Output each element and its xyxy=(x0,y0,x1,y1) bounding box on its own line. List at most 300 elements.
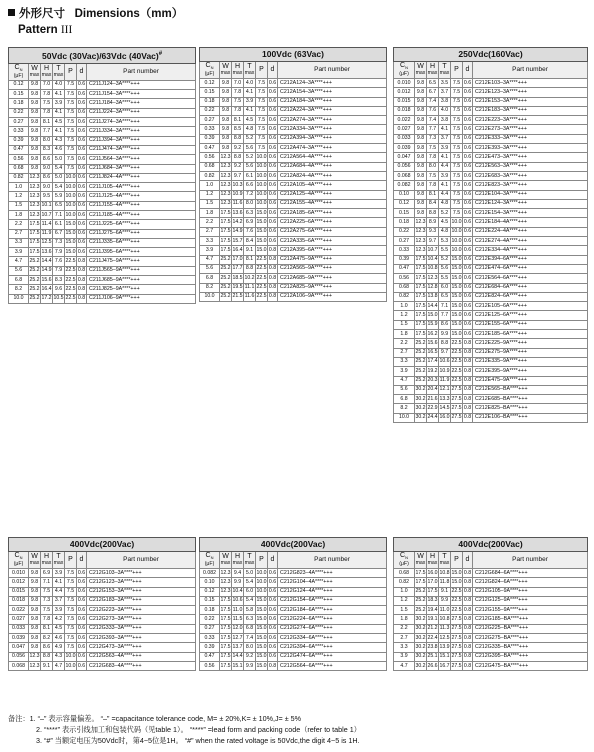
cell-h: 12.0 xyxy=(232,624,244,633)
cell-part-number: C211J475–9A****+++ xyxy=(87,257,196,266)
cell-p: 10.0 xyxy=(65,652,77,661)
cell-p: 22.5 xyxy=(256,292,268,301)
cell-d: 0.8 xyxy=(268,292,278,301)
cell-part-number: C212A335–6A****+++ xyxy=(278,237,387,246)
col-t-letter: T xyxy=(56,64,61,72)
col-h-max: max xyxy=(41,71,52,78)
cell-w: 17.5 xyxy=(415,274,427,283)
cell-part-number: C212G394–6A****+++ xyxy=(278,643,387,652)
table-row xyxy=(9,164,196,173)
cell-d: 0.8 xyxy=(463,569,473,578)
cell-h: 9.2 xyxy=(232,144,244,153)
table-row xyxy=(9,229,196,238)
col-cn-n: N xyxy=(210,65,214,71)
cell-w: 25.2 xyxy=(220,264,232,273)
cell-p: 10.0 xyxy=(451,237,463,246)
cell-w: 9.8 xyxy=(29,80,41,89)
cell-d: 0.6 xyxy=(463,320,473,329)
cell-h: 15.6 xyxy=(427,339,439,348)
cell-capacitance: 8.2 xyxy=(200,283,220,292)
cell-capacitance: 0.015 xyxy=(394,97,415,106)
cell-h: 7.8 xyxy=(427,181,439,190)
table-row xyxy=(200,255,387,264)
col-cn-n: N xyxy=(19,555,23,561)
cell-d: 0.8 xyxy=(268,255,278,264)
cell-h: 7.7 xyxy=(427,125,439,134)
table-row xyxy=(200,209,387,218)
col-w-letter: W xyxy=(417,63,424,70)
col-part-number: Part number xyxy=(87,552,196,569)
cell-d: 0.6 xyxy=(77,606,87,615)
cell-h: 8.8 xyxy=(41,652,53,661)
cell-t: 4.3 xyxy=(53,652,65,661)
cell-capacitance: 0.068 xyxy=(394,171,415,180)
cell-t: 3.9 xyxy=(439,144,451,153)
cell-h: 7.8 xyxy=(41,90,53,99)
cell-d: 0.8 xyxy=(463,615,473,624)
cell-h: 6.9 xyxy=(41,569,53,578)
cell-part-number: C212A155–4A****+++ xyxy=(278,199,387,208)
cell-d: 0.6 xyxy=(77,569,87,578)
col-h-letter: H xyxy=(429,63,436,70)
cell-w: 12.3 xyxy=(220,171,232,180)
table-row xyxy=(9,587,196,596)
table-title-row xyxy=(200,48,387,62)
cell-part-number: C212A225–6A****+++ xyxy=(278,218,387,227)
cell-h: 7.5 xyxy=(41,587,53,596)
cell-w: 25.2 xyxy=(415,339,427,348)
col-t-max: max xyxy=(53,560,64,566)
table-row xyxy=(200,97,387,106)
cell-p: 7.5 xyxy=(65,118,77,127)
cell-d: 0.6 xyxy=(268,190,278,199)
cell-d: 0.8 xyxy=(268,246,278,255)
cell-p: 15.0 xyxy=(256,624,268,633)
cell-capacitance: 0.82 xyxy=(394,578,415,587)
cell-part-number: C212G153–3A****+++ xyxy=(87,587,196,596)
cell-p: 10.0 xyxy=(65,173,77,182)
cell-t: 9.7 xyxy=(439,348,451,357)
table-row xyxy=(200,569,387,578)
voltage-title xyxy=(394,538,588,552)
cell-part-number: C212A106–9A****+++ xyxy=(278,292,387,301)
cell-t: 5.5 xyxy=(439,246,451,255)
cell-part-number: C212G184–6A****+++ xyxy=(278,606,387,615)
cell-d: 0.6 xyxy=(77,99,87,108)
cell-h: 19.4 xyxy=(427,606,439,615)
cell-part-number: C212E393–3A****+++ xyxy=(473,144,588,153)
cell-part-number: C212A125–4A****+++ xyxy=(278,190,387,199)
cell-w: 9.8 xyxy=(415,134,427,143)
cell-p: 7.5 xyxy=(451,162,463,171)
cell-h: 12.8 xyxy=(427,283,439,292)
cell-t: 3.9 xyxy=(53,569,65,578)
col-cn-unit: (μF) xyxy=(399,561,409,568)
col-w xyxy=(220,552,232,569)
cell-t: 7.1 xyxy=(53,210,65,219)
notes-prefix: 备注： xyxy=(8,714,30,723)
cell-h: 16.4 xyxy=(232,246,244,255)
cell-w: 17.5 xyxy=(29,229,41,238)
cell-p: 7.5 xyxy=(451,171,463,180)
voltage-title xyxy=(200,48,387,62)
cell-t: 4.8 xyxy=(439,199,451,208)
cell-t: 6.7 xyxy=(53,229,65,238)
cell-capacitance: 0.15 xyxy=(200,596,220,605)
cell-w: 17.5 xyxy=(220,661,232,670)
cell-capacitance: 0.33 xyxy=(394,246,415,255)
cell-t: 9.9 xyxy=(439,330,451,339)
cell-w: 25.2 xyxy=(415,348,427,357)
cell-t: 4.4 xyxy=(439,162,451,171)
cell-part-number: C212A474–3A****+++ xyxy=(278,144,387,153)
col-capacitance xyxy=(9,63,29,80)
cell-d: 0.6 xyxy=(77,118,87,127)
cell-d: 0.8 xyxy=(463,395,473,404)
cell-d: 0.6 xyxy=(463,199,473,208)
cell-w: 9.8 xyxy=(415,125,427,134)
cell-h: 7.4 xyxy=(427,97,439,106)
cell-part-number: C212A475–9A****+++ xyxy=(278,255,387,264)
col-t-max: max xyxy=(53,71,64,78)
table-row xyxy=(394,652,588,661)
cell-capacitance: 0.27 xyxy=(200,624,220,633)
table-row xyxy=(394,171,588,180)
dimension-table xyxy=(393,47,588,423)
cell-capacitance: 0.082 xyxy=(394,181,415,190)
cell-capacitance: 4.7 xyxy=(200,255,220,264)
cell-t: 4.0 xyxy=(439,106,451,115)
cell-p: 15.0 xyxy=(256,246,268,255)
cell-t: 10.8 xyxy=(439,615,451,624)
cell-h: 7.5 xyxy=(41,99,53,108)
cell-h: 9.0 xyxy=(41,183,53,192)
table-row xyxy=(394,367,588,376)
cell-t: 3.5 xyxy=(439,79,451,88)
cell-h: 18.5 xyxy=(232,274,244,283)
table-row xyxy=(394,624,588,633)
cell-capacitance: 10.0 xyxy=(394,413,415,422)
cell-d: 0.8 xyxy=(463,348,473,357)
cell-h: 25.1 xyxy=(427,652,439,661)
table-row xyxy=(200,274,387,283)
cell-h: 14.9 xyxy=(232,227,244,236)
cell-capacitance: 0.22 xyxy=(394,227,415,236)
cell-capacitance: 0.056 xyxy=(9,652,29,661)
cell-w: 30.2 xyxy=(415,624,427,633)
cell-w: 9.8 xyxy=(29,569,41,578)
cell-h: 16.0 xyxy=(427,569,439,578)
cell-d: 0.6 xyxy=(463,106,473,115)
cell-h: 6.5 xyxy=(427,79,439,88)
cell-w: 12.3 xyxy=(220,190,232,199)
table-row xyxy=(394,264,588,273)
cell-h: 20.3 xyxy=(427,376,439,385)
cell-h: 9.1 xyxy=(41,661,53,670)
cell-w: 9.8 xyxy=(29,643,41,652)
cell-w: 17.5 xyxy=(29,220,41,229)
cell-h: 7.5 xyxy=(427,144,439,153)
cell-capacitance: 0.012 xyxy=(394,88,415,97)
table-row xyxy=(394,246,588,255)
cell-t: 11.3 xyxy=(439,624,451,633)
table-row xyxy=(200,79,387,88)
cell-part-number: C212E474–6A****+++ xyxy=(473,264,588,273)
cell-h: 17.4 xyxy=(427,357,439,366)
table-row xyxy=(9,155,196,164)
cell-d: 0.6 xyxy=(463,116,473,125)
cell-part-number: C212E335–9A****+++ xyxy=(473,357,588,366)
table-row xyxy=(200,587,387,596)
col-cn-c: C xyxy=(14,551,20,559)
cell-h: 16.2 xyxy=(427,330,439,339)
cell-p: 22.5 xyxy=(65,294,77,303)
table-title-row xyxy=(9,538,196,552)
cell-p: 15.0 xyxy=(256,615,268,624)
cell-p: 7.5 xyxy=(65,615,77,624)
cell-p: 22.5 xyxy=(65,276,77,285)
cell-p: 7.5 xyxy=(65,80,77,89)
dimension-table xyxy=(8,537,196,671)
table-row xyxy=(394,376,588,385)
cell-d: 0.6 xyxy=(77,615,87,624)
table-row xyxy=(9,578,196,587)
dimension-table xyxy=(8,47,196,304)
cell-p: 7.5 xyxy=(256,97,268,106)
col-p: P xyxy=(451,552,463,569)
cell-capacitance: 0.010 xyxy=(394,79,415,88)
cell-p: 10.0 xyxy=(256,171,268,180)
cell-p: 15.0 xyxy=(451,569,463,578)
table-row xyxy=(394,237,588,246)
cell-t: 5.5 xyxy=(439,274,451,283)
cell-t: 8.1 xyxy=(244,255,256,264)
cell-w: 25.2 xyxy=(415,596,427,605)
table-row xyxy=(200,125,387,134)
cell-capacitance: 0.22 xyxy=(200,615,220,624)
cell-d: 0.6 xyxy=(463,171,473,180)
cell-capacitance: 0.039 xyxy=(394,144,415,153)
cell-p: 7.5 xyxy=(65,145,77,154)
col-t-letter: T xyxy=(442,63,447,70)
cell-d: 0.6 xyxy=(77,164,87,173)
cell-h: 8.5 xyxy=(232,125,244,134)
cell-w: 17.5 xyxy=(220,615,232,624)
cell-capacitance: 2.2 xyxy=(9,220,29,229)
cell-t: 5.4 xyxy=(53,164,65,173)
cell-part-number: C212G393–3A****+++ xyxy=(87,634,196,643)
cell-h: 11.0 xyxy=(232,606,244,615)
cell-w: 12.3 xyxy=(415,218,427,227)
cell-p: 10.0 xyxy=(65,192,77,201)
col-t xyxy=(244,62,256,79)
table-title-row xyxy=(394,538,588,552)
cell-h: 9.0 xyxy=(41,164,53,173)
cell-h: 15.7 xyxy=(232,237,244,246)
cell-p: 7.5 xyxy=(65,624,77,633)
dimension-table xyxy=(199,537,387,671)
cell-h: 7.8 xyxy=(41,615,53,624)
cell-w: 9.8 xyxy=(29,578,41,587)
cell-d: 0.8 xyxy=(463,596,473,605)
cell-h: 8.8 xyxy=(427,209,439,218)
cell-capacitance: 0.68 xyxy=(394,569,415,578)
table-50vdc xyxy=(8,47,195,304)
cell-w: 12.3 xyxy=(415,237,427,246)
col-h xyxy=(41,552,53,569)
cell-capacitance: 0.47 xyxy=(394,264,415,273)
cell-p: 15.0 xyxy=(451,578,463,587)
table-row xyxy=(9,220,196,229)
cell-d: 0.6 xyxy=(77,183,87,192)
table-row xyxy=(9,80,196,89)
table-row xyxy=(200,171,387,180)
cell-d: 0.6 xyxy=(463,246,473,255)
cell-w: 9.8 xyxy=(29,587,41,596)
cell-h: 7.8 xyxy=(232,106,244,115)
cell-t: 6.1 xyxy=(244,171,256,180)
table-row xyxy=(200,88,387,97)
cell-h: 22.4 xyxy=(427,634,439,643)
table-row xyxy=(200,606,387,615)
cell-w: 9.8 xyxy=(415,153,427,162)
table-row xyxy=(200,162,387,171)
cell-t: 4.8 xyxy=(439,227,451,236)
cell-d: 0.8 xyxy=(463,385,473,394)
cell-part-number: C211J274–3A****+++ xyxy=(87,118,196,127)
cell-t: 10.6 xyxy=(439,357,451,366)
col-t-max: max xyxy=(439,70,450,76)
cell-d: 0.6 xyxy=(77,220,87,229)
table-row xyxy=(9,183,196,192)
cell-w: 12.3 xyxy=(415,246,427,255)
note-3-text: 3. “#” 当额定电压为50Vdc时，第4~5位是1H。 “#” when the rated voltage is 50Vdc,the digit 4~5 is 1H. xyxy=(36,736,360,745)
cell-w: 9.8 xyxy=(29,90,41,99)
voltage-title-text: 250Vdc(160Vac) xyxy=(458,49,523,59)
cell-t: 5.6 xyxy=(244,144,256,153)
cell-part-number: C212G335–BA****+++ xyxy=(473,643,588,652)
cell-w: 17.5 xyxy=(415,330,427,339)
table-row xyxy=(9,634,196,643)
cell-p: 15.0 xyxy=(451,302,463,311)
table-row xyxy=(394,339,588,348)
cell-p: 7.5 xyxy=(65,108,77,117)
cell-p: 10.0 xyxy=(256,578,268,587)
cell-w: 17.5 xyxy=(415,320,427,329)
cell-t: 4.8 xyxy=(244,125,256,134)
cell-t: 4.1 xyxy=(244,88,256,97)
cell-capacitance: 8.2 xyxy=(394,404,415,413)
cell-h: 20.4 xyxy=(427,385,439,394)
cell-capacitance: 0.15 xyxy=(9,90,29,99)
cell-p: 7.5 xyxy=(451,144,463,153)
cell-h: 6.7 xyxy=(427,88,439,97)
cell-d: 0.6 xyxy=(463,153,473,162)
cell-part-number: C211J335–6A****+++ xyxy=(87,238,196,247)
cell-p: 15.0 xyxy=(65,229,77,238)
cell-h: 9.7 xyxy=(427,237,439,246)
cell-h: 8.0 xyxy=(427,162,439,171)
cell-t: 6.9 xyxy=(244,218,256,227)
cell-p: 15.0 xyxy=(256,237,268,246)
cell-w: 17.5 xyxy=(220,237,232,246)
table-row xyxy=(394,181,588,190)
cell-part-number: C212E825–BA****+++ xyxy=(473,404,588,413)
note-3 xyxy=(8,735,361,746)
heading-en: Dimensions（mm） xyxy=(74,8,184,20)
cell-p: 27.5 xyxy=(451,634,463,643)
cell-d: 0.6 xyxy=(77,624,87,633)
table-400vdc-3 xyxy=(393,537,587,671)
cell-capacitance: 3.3 xyxy=(200,237,220,246)
col-p: P xyxy=(256,552,268,569)
cell-w: 12.3 xyxy=(29,661,41,670)
cell-p: 22.5 xyxy=(451,606,463,615)
col-cn-c: C xyxy=(205,551,211,559)
cell-capacitance: 1.2 xyxy=(394,596,415,605)
cell-p: 15.0 xyxy=(451,264,463,273)
cell-w: 9.8 xyxy=(29,155,41,164)
cell-part-number: C212G105–9A****+++ xyxy=(473,587,588,596)
cell-h: 17.7 xyxy=(232,264,244,273)
cell-d: 0.6 xyxy=(77,643,87,652)
cell-capacitance: 6.8 xyxy=(394,395,415,404)
cell-t: 12.5 xyxy=(439,634,451,643)
pattern-text: Pattern xyxy=(18,24,58,36)
cell-p: 15.0 xyxy=(451,311,463,320)
cell-t: 4.5 xyxy=(244,116,256,125)
cell-h: 13.7 xyxy=(232,643,244,652)
cell-part-number: C212G225–BA****+++ xyxy=(473,624,588,633)
cell-part-number: C211J124–3A****+++ xyxy=(87,80,196,89)
cell-w: 12.3 xyxy=(29,173,41,182)
cell-h: 10.8 xyxy=(427,264,439,273)
col-h-letter: H xyxy=(234,553,241,560)
cell-p: 27.5 xyxy=(451,661,463,670)
col-t-letter: T xyxy=(247,63,252,70)
cell-p: 22.5 xyxy=(451,376,463,385)
col-w-max: max xyxy=(220,560,231,566)
cell-part-number: C212E125–6A****+++ xyxy=(473,311,588,320)
cell-p: 22.5 xyxy=(451,348,463,357)
cell-part-number: C211J155–4A****+++ xyxy=(87,201,196,210)
cell-h: 8.6 xyxy=(41,643,53,652)
cell-h: 9.3 xyxy=(427,227,439,236)
table-row xyxy=(394,255,588,264)
table-row xyxy=(394,578,588,587)
note-2-text: 2. “****” 表示引线加工和包装代码（见table 1）。 “****” =lead form and packing code（refer to table 1） xyxy=(36,725,361,734)
col-p: P xyxy=(65,63,77,80)
cell-part-number: C212G475–BA****+++ xyxy=(473,661,588,670)
table-400vdc-2 xyxy=(199,537,386,671)
cell-t: 8.0 xyxy=(244,643,256,652)
cell-t: 4.0 xyxy=(244,79,256,88)
cell-p: 15.0 xyxy=(256,596,268,605)
cell-w: 9.8 xyxy=(29,606,41,615)
cell-part-number: C212E563–3A****+++ xyxy=(473,162,588,171)
cell-p: 7.5 xyxy=(451,199,463,208)
cell-d: 0.6 xyxy=(77,596,87,605)
cell-part-number: C212A124–3A****+++ xyxy=(278,79,387,88)
cell-d: 0.6 xyxy=(77,210,87,219)
cell-t: 4.1 xyxy=(244,106,256,115)
cell-d: 0.6 xyxy=(463,274,473,283)
note-2 xyxy=(8,724,361,735)
cell-part-number: C212E685–BA****+++ xyxy=(473,395,588,404)
cell-part-number: C212E395–9A****+++ xyxy=(473,367,588,376)
cell-d: 0.6 xyxy=(268,652,278,661)
cell-part-number: C211J684–3A****+++ xyxy=(87,164,196,173)
